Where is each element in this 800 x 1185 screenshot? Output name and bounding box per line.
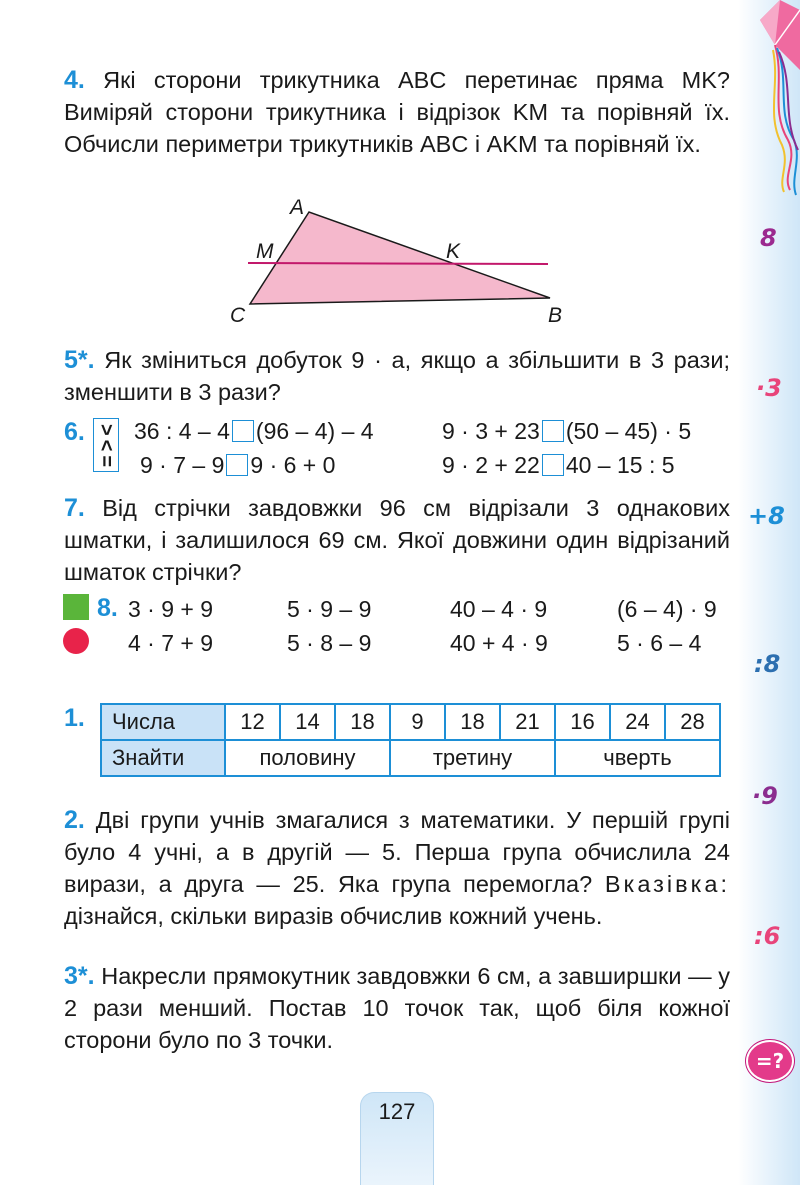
expression: 9 · 2 + 22 [442,452,540,478]
expression: 9 · 7 – 9 [140,452,225,478]
sidebar-label: +8 [748,502,785,530]
table-cell: 21 [500,704,555,740]
task-7 [64,492,730,588]
sidebar-number [754,922,780,950]
task-8-expr: 5 · 8 – 9 [287,630,372,656]
numbers-table [100,703,721,777]
expression: (96 – 4) – 4 [255,418,374,444]
vertex-label-c: C [230,304,246,327]
task-text: Від стрічки завдовжки 96 см відрізали 3 однакових шматки, і залишилося 69 см. Якої довжини один відрізаний шматок стрічки? [64,495,730,585]
table-cell: половину [225,740,390,776]
sidebar-label: :8 [754,650,781,678]
answer-box[interactable] [232,420,254,442]
answer-box[interactable] [542,420,564,442]
task-6-row-2a [140,452,335,479]
vertex-label-a: A [290,196,305,219]
expression: 9 · 3 + 23 [442,418,540,444]
level-circle-icon [63,628,89,654]
question-icon: =? [746,1040,794,1082]
task-number: 1. [64,704,85,732]
table-cell: 14 [280,704,335,740]
table-cell: 24 [610,704,665,740]
table-cell: третину [390,740,555,776]
signs-text: > < = [95,423,118,467]
comparison-signs [93,418,119,472]
task-3 [64,960,730,1056]
vertex-label-b: B [548,304,563,327]
sidebar-number [748,502,785,530]
expression: 36 : 4 – 4 [134,418,230,444]
task-text: Дві групи учнів змагалися з математики. У першій групі було 4 учні, а в другій — 5. Перша група обчислила 24 вирази, а друга — 25. Яка група перемогла? [64,807,731,897]
table-row [101,704,720,740]
task-8-expr: 5 · 9 – 9 [287,596,372,622]
task-5 [64,344,730,408]
row-header: Знайти [101,740,225,776]
task-8-expr: 3 · 9 + 9 [128,596,214,622]
kite-icon [720,0,800,200]
task-8-expr: 40 + 4 · 9 [450,630,548,656]
hint-label: Вказівка: [604,871,731,897]
sidebar-label: ·9 [752,782,778,810]
task-4 [64,64,730,160]
task-number: 6. [64,418,85,446]
table-cell: чверть [555,740,720,776]
task-2 [64,804,730,932]
sidebar-number [752,782,778,810]
task-text: дізнайся, скільки виразів обчислив кожний учень. [64,903,603,929]
task-number: 3*. [64,962,95,990]
table-cell: 12 [225,704,280,740]
task-8-expr: 40 – 4 · 9 [450,596,548,622]
sidebar-label: :6 [754,922,781,950]
table-cell: 18 [445,704,500,740]
point-label-k: K [446,240,461,263]
page-number [360,1092,434,1185]
sidebar-label: ·3 [756,374,782,402]
answer-box[interactable] [542,454,564,476]
table-cell: 9 [390,704,445,740]
answer-box[interactable] [226,454,248,476]
task-8-expr: 4 · 7 + 9 [128,630,214,656]
task-number: 5*. [64,346,95,374]
expression: 40 – 15 : 5 [565,452,675,478]
sidebar-label: 8 [760,224,777,252]
sidebar-number [760,224,777,252]
table-cell: 16 [555,704,610,740]
task-number: 4. [64,66,85,94]
table-cell: 28 [665,704,720,740]
task-text: Як зміниться добуток 9 · a, якщо a збільшити в 3 рази; зменшити в 3 рази? [64,347,730,405]
task-text: Які сторони трикутника ABC перетинає пряма MK? Виміряй сторони трикутника і відрізок KM та порівняй їх. Обчисли периметри трикутників ABC і AKM та порівняй їх. [64,67,731,157]
sidebar-number [756,374,782,402]
table-cell: 18 [335,704,390,740]
row-header: Числа [101,704,225,740]
table-row [101,740,720,776]
expression: (50 – 45) · 5 [565,418,692,444]
task-6-row-2b [442,452,675,479]
task-number: 7. [64,494,85,522]
task-text: Накресли прямокутник завдовжки 6 см, а завширшки — у 2 рази менший. Постав 10 точок так, щоб біля кожної сторони було по 3 точки. [64,963,730,1053]
task-6-row-1a [134,418,374,445]
task-number: 2. [64,806,85,834]
page-number-text: 127 [378,1099,416,1124]
sidebar-number [754,650,780,678]
task-number: 8. [97,594,118,622]
expression: 9 · 6 + 0 [250,452,336,478]
task-6-row-1b [442,418,691,445]
task-8-expr: 5 · 6 – 4 [617,630,702,656]
task-8-expr: (6 – 4) · 9 [617,596,717,622]
point-label-m: M [256,240,274,263]
level-square-icon [63,594,89,620]
